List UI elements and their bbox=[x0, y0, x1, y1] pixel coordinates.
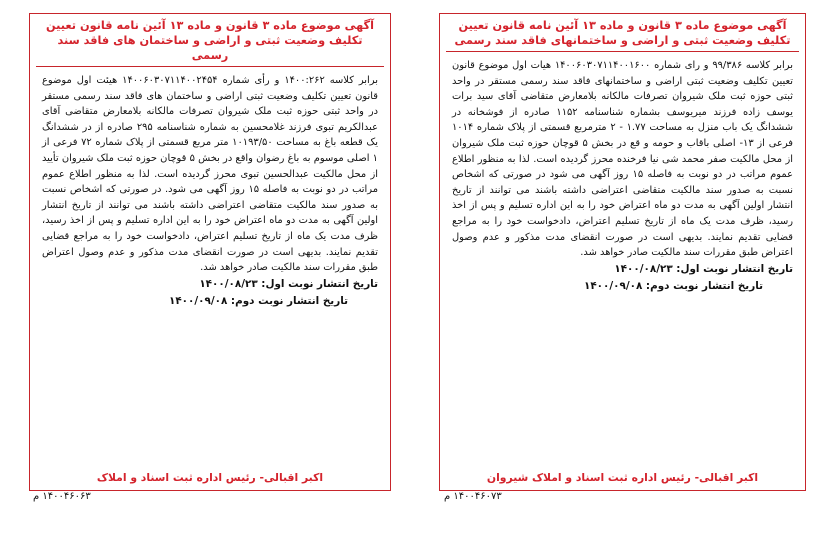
notice-code: ۱۴۰۰۴۶۰۶۳ م bbox=[33, 491, 91, 502]
first-publication-date: تاریخ انتشار نوبت اول: ۱۴۰۰/۰۸/۲۳ bbox=[614, 262, 793, 275]
second-publication-date: تاریخ انتشار نوبت دوم: ۱۴۰۰/۰۹/۰۸ bbox=[583, 279, 763, 292]
notice-body: برابر کلاسه ۱۴۰۰:۲۶۲ و رأی شماره ۱۴۰۰۶۰۳۰۷۱۱۴۰۰۲۴۵۴ هیئت اول موضوع قانون تعیین تکلیف وضعیت ثبتی اراضی و ساختمان های فاقد سند رسمی مستقر در واحد ثبتی حوزه ثبت ملک شیروان تصرفات مالکانه بلامعارض متقاضی آقای عبدالکریم تبوی فرزند غلامحسین به شماره شناسنامه ۲۹۵ صادره از در ششدانگ یک قطعه باغ به مساحت ۱۰۱۹۳/۵۰ متر مربع قسمتی از پلاک شماره ۷۲ فرعی از ۱ اصلی موسوم به باغ رضوان واقع در بخش ۵ قوچان حوزه ثبت ملک شیروان تأیید از محل مالکیت عبدالحسین تبوی محرز گردیده است. لذا به منظور اطلاع عموم مراتب در دو نوبت به فاصله ۱۵ روز آگهی می شود. در صورتی که اشخاص نسبت به صدور سند مالکیت متقاضی اعتراضی داشته باشند می توانند از تاریخ انتشار اولین آگهی به مدت دو ماه اعتراض خود را به این اداره تسلیم و پس از اخذ رسید، ظرف مدت یک ماه از تاریخ تسلیم اعتراض، دادخواست خود را به مراجع قضایی تقدیم نمایند. بدیهی است در صورت انقضای مدت مذکور و عدم وصول اعتراض طبق مقررات سند مالکیت صادر خواهد شد. bbox=[42, 75, 379, 274]
first-publication-date: تاریخ انتشار نوبت اول: ۱۴۰۰/۰۸/۲۳ bbox=[199, 277, 378, 290]
notice-body: برابر کلاسه ۹۹/۳۸۶ و رای شماره ۱۴۰۰۶۰۳۰۷۱۱۴۰۰۱۶۰۰ هیات اول موضوع قانون تعیین تکلیف وضعیت ثبتی اراضی و ساختمانهای فاقد سند رسمی مستقر در واحد ثبتی حوزه ثبت ملک شیروان تصرفات مالکانه بلامعارض متقاضی آقای سید برات یوسف زاده فرزند میریوسف بشماره شناسنامه ۱۱۵۲ صادره از فوشخانه در ششدانگ یک باب منزل به مساحت ۱.۷۷ - ۲ مترمربع قسمتی از پلاک شماره ۱۰۱۴ فرعی از ۱۳- اصلی باقاب و حومه و قع در بخش ۵ قوچان حوزه ثبت ملک شیروان از محل مالکیت صفر محمد شی نیا فرخنده محرز گردیده است. لذا به منظور اطلاع عموم مراتب در دو نوبت به فاصله ۱۵ روز آگهی می شود در صورتی که اشخاص نسبت به صدور سند مالکیت متقاضی اعتراضی داشته باشند می توانند از تاریخ انتشار اولین آگهی به مدت دو ماه اعتراض خود را به این اداره تسلیم و پس از اخذ رسید، ظرف مدت یک ماه از تاریخ تسلیم اعتراض، دادخواست خود را به مراجع قضایی تقدیم نمایند. بدیهی است در صورت انقضای مدت مذکور و عدم وصول اعتراض طبق مقررات سند مالکیت صادر خواهد شد. bbox=[452, 60, 794, 259]
notice-title: آگهی موضوع ماده ۳ قانون و ماده ۱۳ آئین نامه قانون تعیین تکلیف وضعیت ثبتی و اراضی و ساختمانهای فاقد سند رسمی bbox=[454, 19, 791, 47]
notice-code: ۱۴۰۰۴۶۰۷۳ م bbox=[444, 491, 502, 502]
notice-signature: اکبر اقبالی- رئیس اداره ثبت اسناد و املاک شیروان bbox=[486, 471, 759, 484]
second-publication-date: تاریخ انتشار نوبت دوم: ۱۴۰۰/۰۹/۰۸ bbox=[168, 294, 348, 307]
notice-signature: اکبر اقبالی- رئیس اداره ثبت اسناد و املاک bbox=[96, 471, 324, 484]
notice-title: آگهی موضوع ماده ۳ قانون و ماده ۱۳ آئین نامه قانون تعیین تکلیف وضعیت ثبتی و اراضی و ساختمان های فاقد سند رسمی bbox=[46, 19, 374, 62]
notice-right bbox=[439, 13, 806, 491]
notice-left bbox=[29, 13, 391, 491]
